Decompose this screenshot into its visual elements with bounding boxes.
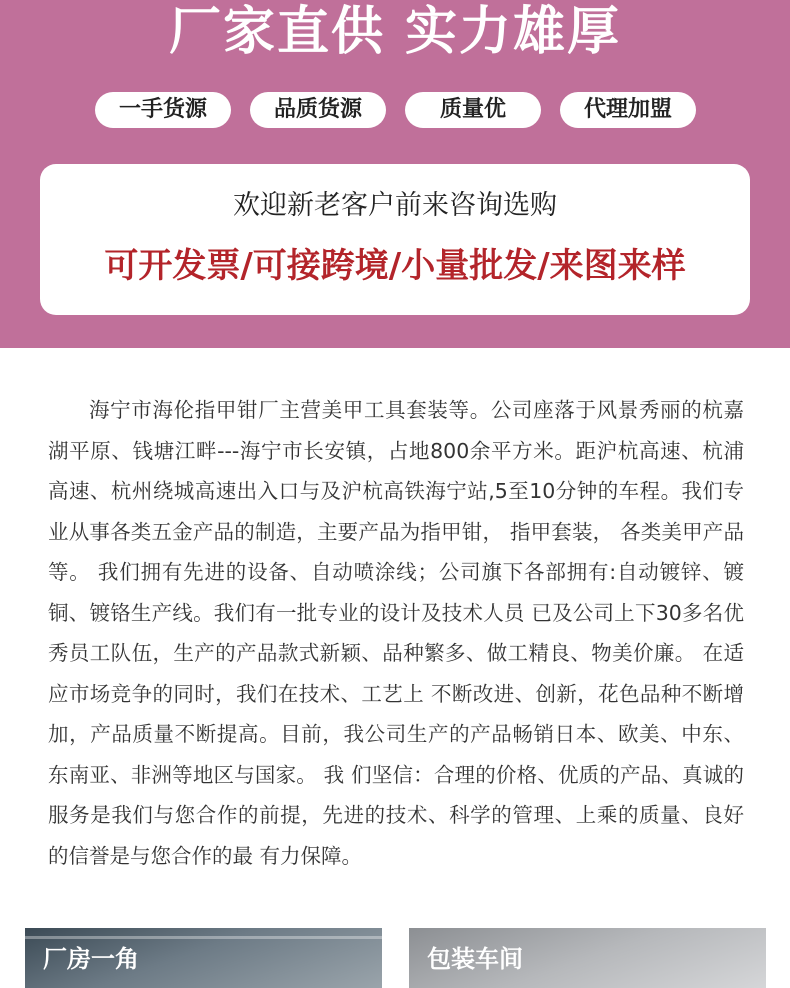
company-intro: 海宁市海伦指甲钳厂主营美甲工具套装等。公司座落于风景秀丽的杭嘉湖平原、钱塘江畔---海宁市长安镇，占地800余平方米。距沪杭高速、杭浦高速、杭州绕城高速出入口与及沪杭高铁海宁站,5至10分钟的车程。我们专业从事各类五金产品的制造，主要产品为指甲钳， 指甲套装， 各类美甲产品等。 我们拥有先进的设备、自动喷涂线；公司旗下各部拥有:自动镀锌、镀铜、镀铬生产线。我们有一批专业的设计及技术人员 已及公司上下30多名优秀员工队伍，生产的产品款式新颖、品种繁多、做工精良、物美价廉。 在适应市场竞争的同时，我们在技术、工艺上 不断改进、创新，花色品种不断增加，产品质量不断提高。目前，我公司生产的产品畅销日本、欧美、中东、东南亚、非洲等地区与国家。 我 们坚信：合理的价格、优质的产品、真诚的服务是我们与您合作的前提，先进的技术、科学的管理、上乘的质量、良好的信誉是与您合作的最 有力保障。 (48, 398, 744, 868)
roof-beam-decoration (25, 936, 382, 939)
pill-first-hand-source: 一手货源 (95, 92, 231, 128)
factory-photo-label: 厂房一角 (43, 945, 139, 973)
welcome-card (40, 164, 750, 315)
promo-banner (0, 0, 790, 348)
pill-quality-excellent: 质量优 (405, 92, 541, 128)
headline: 厂家直供 实力雄厚 (168, 2, 622, 62)
services-text: 可开发票/可接跨境/小量批发/来图来样 (104, 246, 686, 286)
welcome-text: 欢迎新老客户前来咨询选购 (233, 190, 557, 221)
packaging-photo-label: 包装车间 (427, 945, 523, 973)
pill-quality-source: 品质货源 (250, 92, 386, 128)
factory-photo (25, 928, 382, 988)
pill-agent-franchise: 代理加盟 (560, 92, 696, 128)
feature-pills (0, 92, 790, 130)
packaging-photo (409, 928, 766, 988)
